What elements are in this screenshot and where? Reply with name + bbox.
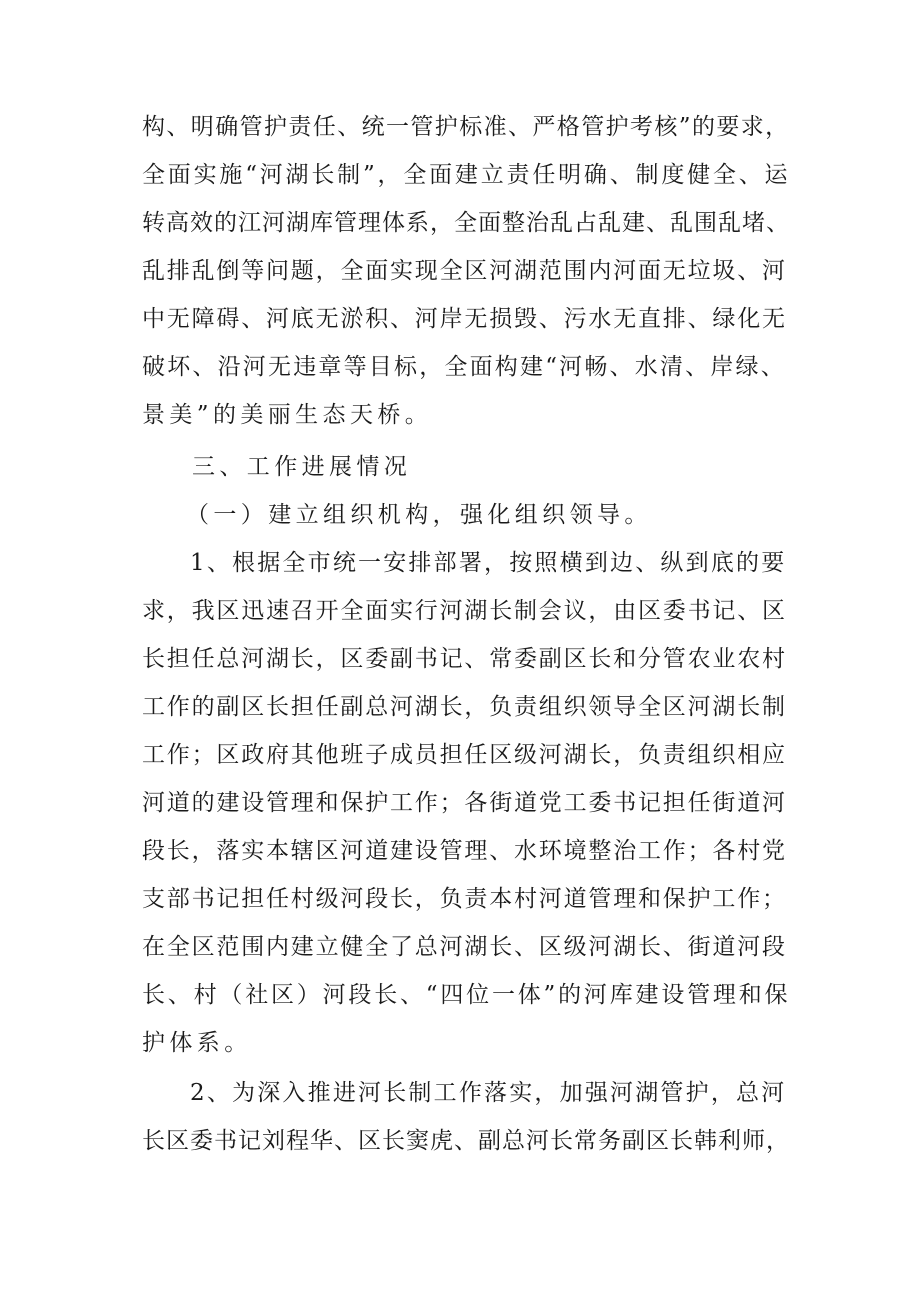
paragraph-1-line-8: 支部书记担任村级河段长，负责本村河道管理和保护工作； (142, 886, 787, 912)
section-heading: 三、工作进展情况 (192, 454, 412, 480)
intro-line-6: 破坏、沿河无违章等目标，全面构建“河畅、水清、岸绿、 (142, 354, 786, 380)
paragraph-2-line-2: 长区委书记刘程华、区长窦虎、副总河长常务副区长韩利师， (142, 1128, 790, 1154)
intro-line-4: 乱排乱倒等问题，全面实现全区河湖范围内河面无垃圾、河 (142, 258, 787, 284)
paragraph-1-line-9: 在全区范围内建立健全了总河湖长、区级河湖长、街道河段 (142, 934, 787, 960)
paragraph-1-line-4: 工作的副区长担任副总河湖长，负责组织领导全区河湖长制 (142, 694, 787, 720)
paragraph-1-line-5: 工作；区政府其他班子成员担任区级河湖长，负责组织相应 (142, 742, 787, 768)
paragraph-1-line-10: 长、村（社区）河段长、“四位一体”的河库建设管理和保 (142, 982, 791, 1008)
intro-line-2: 全面实施“河湖长制”，全面建立责任明确、制度健全、运 (142, 162, 791, 188)
intro-line-3: 转高效的江河湖库管理体系，全面整治乱占乱建、乱围乱堵、 (142, 210, 790, 236)
paragraph-1-line-7: 段长，落实本辖区河道建设管理、水环境整治工作；各村党 (142, 838, 787, 864)
paragraph-1-line-3: 长担任总河湖长，区委副书记、常委副区长和分管农业农村 (142, 646, 787, 672)
paragraph-1-line-2: 求，我区迅速召开全面实行河湖长制会议，由区委书记、区 (142, 598, 787, 624)
subsection-heading: （一）建立组织机构，强化组织领导。 (186, 502, 652, 528)
paragraph-1-line-11: 护体系。 (142, 1030, 252, 1056)
paragraph-1-line-6: 河道的建设管理和保护工作；各街道党工委书记担任街道河 (142, 790, 787, 816)
intro-line-5: 中无障碍、河底无淤积、河岸无损毁、污水无直排、绿化无 (142, 306, 787, 332)
intro-line-7: 景美”的美丽生态天桥。 (142, 402, 433, 428)
intro-line-1: 构、明确管护责任、统一管护标准、严格管护考核”的要求， (142, 114, 790, 140)
paragraph-2-line-1: 2、为深入推进河长制工作落实，加强河湖管护，总河 (190, 1080, 787, 1106)
paragraph-1-line-1: 1、根据全市统一安排部署，按照横到边、纵到底的要 (190, 550, 787, 576)
